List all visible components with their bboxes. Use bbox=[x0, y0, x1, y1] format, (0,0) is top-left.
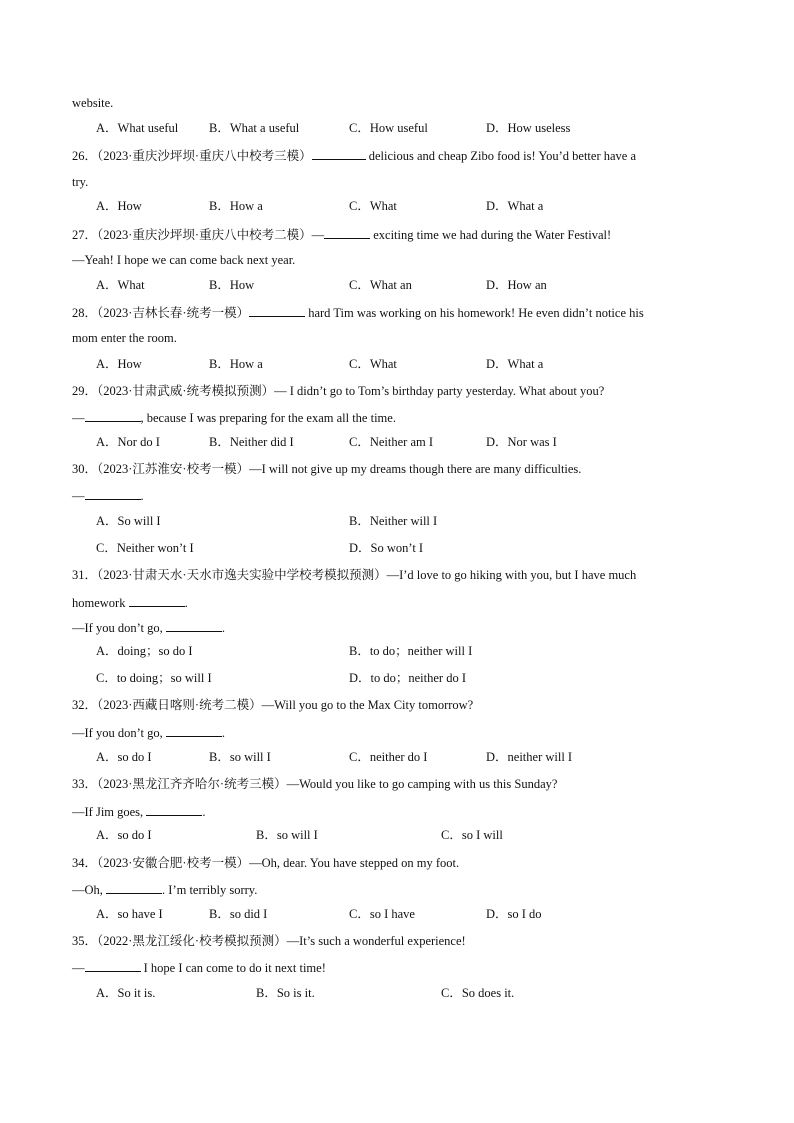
reply-text: —If you don’t go, bbox=[72, 621, 163, 635]
option-d: D．What a bbox=[486, 357, 544, 371]
question-34-stem bbox=[72, 855, 459, 871]
dash: — bbox=[72, 411, 85, 425]
dash: — bbox=[311, 228, 325, 242]
question-source: （2023·江苏淮安·校考一模） bbox=[97, 462, 250, 476]
question-25-continuation: website. bbox=[72, 96, 114, 110]
option-a: A．How bbox=[96, 199, 142, 213]
question-28-text-continued: mom enter the room. bbox=[72, 331, 177, 345]
question-source: （2022·黑龙江绥化·校考模拟预测） bbox=[97, 934, 287, 948]
option-b: B．so will I bbox=[209, 750, 271, 764]
answer-blank bbox=[166, 724, 222, 737]
option-b: B．Neither did I bbox=[209, 435, 294, 449]
question-text: hard Tim was working on his homework! He even didn’t notice his bbox=[308, 306, 644, 320]
question-text: —Will you go to the Max City tomorrow? bbox=[261, 698, 474, 712]
question-32-reply bbox=[72, 724, 225, 741]
question-text: — I didn’t go to Tom’s birthday party yesterday. What about you? bbox=[274, 384, 605, 398]
question-text: homework bbox=[72, 596, 126, 610]
option-a: A．Nor do I bbox=[96, 435, 160, 449]
option-a: A．So it is. bbox=[96, 986, 156, 1000]
question-26-stem bbox=[72, 147, 636, 164]
question-number: 27． bbox=[72, 228, 98, 242]
option-b: B．How a bbox=[209, 357, 263, 371]
question-text: exciting time we had during the Water Festival! bbox=[373, 228, 612, 242]
answer-blank bbox=[324, 226, 370, 239]
question-number: 30． bbox=[72, 462, 98, 476]
answer-blank bbox=[146, 803, 202, 816]
option-c: C．so I will bbox=[441, 828, 503, 842]
answer-blank bbox=[129, 594, 185, 607]
question-text: —Oh, dear. You have stepped on my foot. bbox=[249, 856, 460, 870]
punctuation: . bbox=[184, 596, 188, 610]
question-number: 32． bbox=[72, 698, 98, 712]
dash: — bbox=[72, 961, 85, 975]
question-text: —I’d love to go hiking with you, but I have much bbox=[386, 568, 637, 582]
question-26-text-continued: try. bbox=[72, 175, 89, 189]
question-33-reply bbox=[72, 803, 205, 820]
punctuation: . bbox=[221, 621, 225, 635]
question-source: （2023·重庆沙坪坝·重庆八中校考三模） bbox=[97, 149, 312, 163]
option-c: C．Neither am I bbox=[349, 435, 434, 449]
reply-text: —Oh, bbox=[72, 883, 103, 897]
option-d: D．so I do bbox=[486, 907, 542, 921]
option-c: C．What bbox=[349, 199, 397, 213]
option-a: A．So will I bbox=[96, 514, 161, 528]
answer-blank bbox=[249, 304, 305, 317]
question-34-reply bbox=[72, 881, 257, 898]
answer-blank bbox=[106, 881, 162, 894]
question-29-stem bbox=[72, 383, 604, 399]
option-a: A．so do I bbox=[96, 750, 152, 764]
question-text: —It’s such a wonderful experience! bbox=[286, 934, 466, 948]
option-c: C．How useful bbox=[349, 121, 428, 135]
option-c: C．So does it. bbox=[441, 986, 515, 1000]
option-b: B．How bbox=[209, 278, 255, 292]
question-35-reply bbox=[72, 959, 326, 976]
question-source: （2023·黑龙江齐齐哈尔·统考三模） bbox=[97, 777, 287, 791]
answer-blank bbox=[85, 409, 141, 422]
option-b: B．so did I bbox=[209, 907, 268, 921]
option-c: C．neither do I bbox=[349, 750, 428, 764]
option-d: D．How useless bbox=[486, 121, 571, 135]
reply-text: . I’m terribly sorry. bbox=[162, 883, 258, 897]
reply-text: —If Jim goes, bbox=[72, 805, 144, 819]
question-31-text-continued bbox=[72, 594, 188, 611]
question-30-reply bbox=[72, 487, 144, 504]
option-d: D．Nor was I bbox=[486, 435, 557, 449]
option-c: C．What bbox=[349, 357, 397, 371]
question-27-reply: —Yeah! I hope we can come back next year. bbox=[72, 253, 296, 267]
question-text: delicious and cheap Zibo food is! You’d better have a bbox=[368, 149, 637, 163]
option-b: B．So is it. bbox=[256, 986, 315, 1000]
reply-text: . bbox=[140, 489, 144, 503]
question-number: 26． bbox=[72, 149, 98, 163]
question-number: 28． bbox=[72, 306, 98, 320]
option-a: A．How bbox=[96, 357, 142, 371]
option-a: A．What bbox=[96, 278, 145, 292]
question-33-stem bbox=[72, 776, 557, 792]
option-b: B．How a bbox=[209, 199, 263, 213]
question-source: （2023·安徽合肥·校考一模） bbox=[97, 856, 250, 870]
punctuation: . bbox=[221, 726, 225, 740]
dash: — bbox=[72, 489, 85, 503]
question-source: （2023·甘肃天水·天水市逸夫实验中学校考模拟预测） bbox=[97, 568, 387, 582]
option-d: D．to do；neither do I bbox=[349, 671, 466, 685]
option-b: B．What a useful bbox=[209, 121, 300, 135]
option-d: D．How an bbox=[486, 278, 547, 292]
question-number: 33． bbox=[72, 777, 98, 791]
question-text: —Would you like to go camping with us this Sunday? bbox=[286, 777, 558, 791]
question-28-stem bbox=[72, 304, 644, 321]
reply-text: I hope I can come to do it next time! bbox=[143, 961, 326, 975]
option-b: B．so will I bbox=[256, 828, 318, 842]
question-number: 34． bbox=[72, 856, 98, 870]
reply-text: , because I was preparing for the exam all the time. bbox=[140, 411, 396, 425]
option-a: A．What useful bbox=[96, 121, 179, 135]
question-number: 31． bbox=[72, 568, 98, 582]
question-number: 35． bbox=[72, 934, 98, 948]
punctuation: . bbox=[202, 805, 206, 819]
question-31-reply bbox=[72, 619, 225, 636]
answer-blank bbox=[166, 619, 222, 632]
option-a: A．so do I bbox=[96, 828, 152, 842]
question-source: （2023·重庆沙坪坝·重庆八中校考二模） bbox=[97, 228, 312, 242]
answer-blank bbox=[85, 487, 141, 500]
question-source: （2023·西藏日喀则·统考二模） bbox=[97, 698, 262, 712]
question-number: 29． bbox=[72, 384, 98, 398]
option-d: D．neither will I bbox=[486, 750, 573, 764]
reply-text: —If you don’t go, bbox=[72, 726, 163, 740]
answer-blank bbox=[312, 147, 366, 160]
option-a: A．doing；so do I bbox=[96, 644, 193, 658]
option-c: C．so I have bbox=[349, 907, 415, 921]
question-32-stem bbox=[72, 697, 473, 713]
question-29-reply bbox=[72, 409, 396, 426]
question-source: （2023·甘肃武威·统考模拟预测） bbox=[97, 384, 275, 398]
option-b: B．to do；neither will I bbox=[349, 644, 473, 658]
question-text: —I will not give up my dreams though there are many difficulties. bbox=[249, 462, 582, 476]
option-c: C．What an bbox=[349, 278, 412, 292]
option-b: B．Neither will I bbox=[349, 514, 438, 528]
question-30-stem bbox=[72, 461, 581, 477]
option-d: D．What a bbox=[486, 199, 544, 213]
question-source: （2023·吉林长春·统考一模） bbox=[97, 306, 250, 320]
option-c: C．to doing；so will I bbox=[96, 671, 212, 685]
question-27-stem bbox=[72, 226, 611, 243]
answer-blank bbox=[85, 959, 141, 972]
option-d: D．So won’t I bbox=[349, 541, 424, 555]
option-c: C．Neither won’t I bbox=[96, 541, 194, 555]
question-31-stem bbox=[72, 567, 636, 583]
question-35-stem bbox=[72, 933, 466, 949]
option-a: A．so have I bbox=[96, 907, 163, 921]
